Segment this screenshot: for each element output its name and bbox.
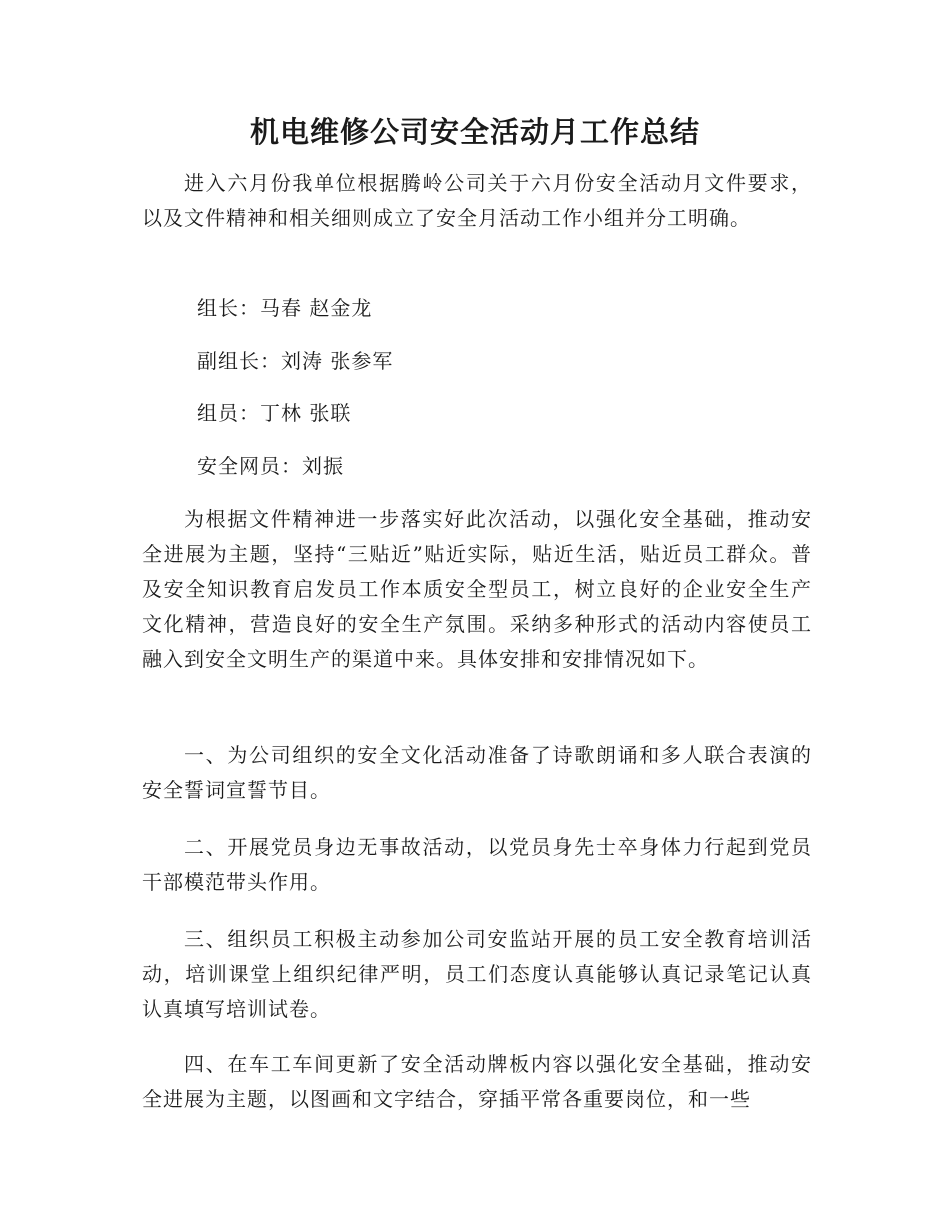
item-paragraph-4: 四、在车工车间更新了安全活动牌板内容以强化安全基础，推动安全进展为主题，以图画和文字结合，穿插平常各重要岗位，和一些 bbox=[142, 1052, 812, 1111]
item-paragraph-1: 一、为公司组织的安全文化活动准备了诗歌朗诵和多人联合表演的安全誓词宣誓节目。 bbox=[142, 743, 812, 802]
item-paragraph-3: 三、组织员工积极主动参加公司安监站开展的员工安全教育培训活动，培训课堂上组织纪律严明，员工们态度认真能够认真记录笔记认真认真填写培训试卷。 bbox=[142, 927, 812, 1021]
purpose-paragraph: 为根据文件精神进一步落实好此次活动，以强化安全基础，推动安全进展为主题，坚持“三贴近”贴近实际，贴近生活，贴近员工群众。普及安全知识教育启发员工作本质安全型员工，树立良好的企业安全生产文化精神，营造良好的安全生产氛围。采纳多种形式的活动内容使员工融入到安全文明生产的渠道中来。具体安排和安排情况如下。 bbox=[142, 507, 812, 671]
member-leader: 组长：马春 赵金龙 bbox=[197, 296, 373, 320]
intro-paragraph: 进入六月份我单位根据腾岭公司关于六月份安全活动月文件要求，以及文件精神和相关细则成立了安全月活动工作小组并分工明确。 bbox=[142, 171, 812, 230]
member-safety-net: 安全网员：刘振 bbox=[197, 454, 344, 478]
item-paragraph-2: 二、开展党员身边无事故活动，以党员身先士卒身体力行起到党员干部模范带头作用。 bbox=[142, 835, 812, 894]
member-staff: 组员：丁林 张联 bbox=[197, 401, 352, 425]
document-title: 机电维修公司安全活动月工作总结 bbox=[249, 115, 700, 149]
member-deputy: 副组长：刘涛 张参军 bbox=[197, 349, 394, 373]
